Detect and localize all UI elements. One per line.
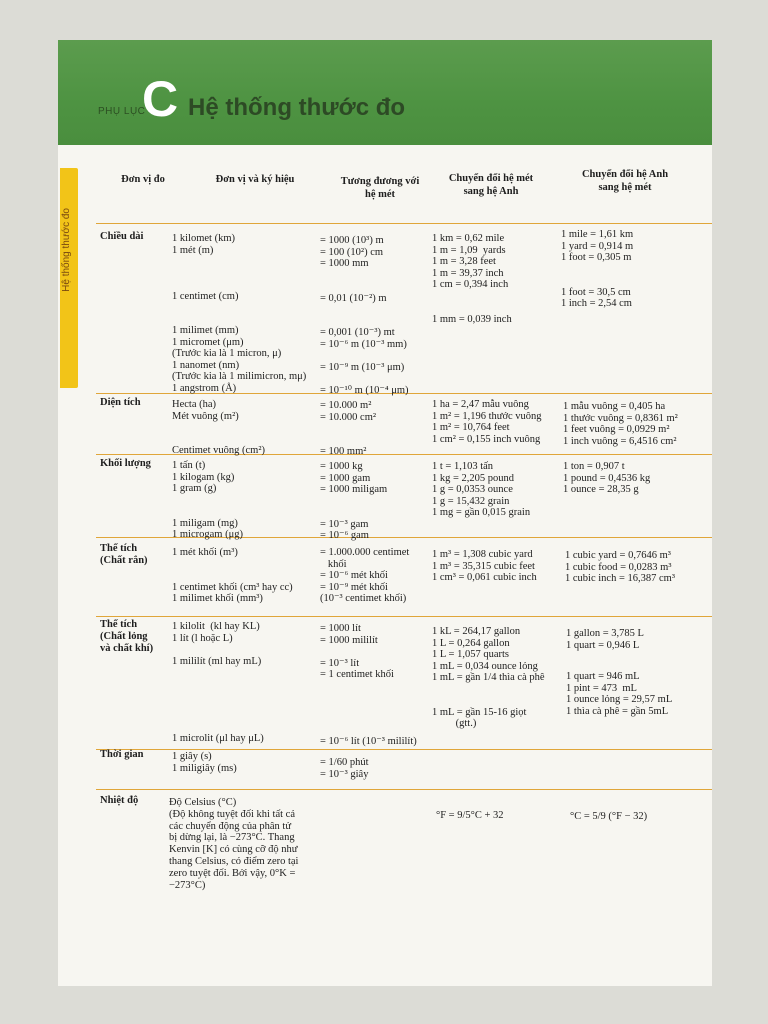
appendix-prefix: PHỤ LỤC [98,106,146,117]
to-english-mass: 1 t = 1,103 tấn 1 kg = 2,205 pound 1 g = 0,0353 ounce 1 g = 15,432 grain 1 mg = gần 0,015 grain [432,461,531,518]
to-metric-volume-liquid-ml: 1 quart = 946 mL 1 pint = 473 mL 1 ounce lỏng = 29,57 mL 1 thìa cà phê = gần 5mL [566,671,673,717]
to-metric-temperature: °C = 5/9 (°F − 32) [570,811,648,822]
units-volume-solid: 1 mét khối (m³) 1 centimet khối (cm³ hay cc) 1 milimet khối (mm³) [172,547,293,604]
units-temperature: Độ Celsius (°C) (Độ không tuyệt đối khi tất cả các chuyển động của phân tử bị dừng lại, là −273°C. Thang Kenvin [K] có cùng cỡ độ như thang Celsius, có điểm zero tại zero tuyệt đối. Bởi vậy, 0°K = −273°C) [169,797,299,891]
column-header-unit: Đơn vị đo [121,174,165,185]
category-volume-solid: Thể tích (Chất rắn) [100,543,148,566]
to-english-temperature: °F = 9/5°C + 32 [436,810,504,821]
units-area: Hecta (ha) Mét vuông (m²) Centimet vuông (cm²) [172,399,265,456]
metric-volume-liquid-microlit: = 10⁻⁶ lít (10⁻³ mililít) [320,736,417,747]
category-mass: Khối lượng [100,458,151,469]
to-metric-area: 1 mẫu vuông = 0,405 ha 1 thước vuông = 0,8361 m² 1 feet vuông = 0,0929 m² 1 inch vuông = 6,4516 cm² [563,401,678,447]
side-tab [60,168,78,388]
to-english-volume-liquid: 1 kL = 264,17 gallon 1 L = 0,264 gallon 1 L = 1,057 quarts 1 mL = 0,034 ounce lỏng 1 mL = gần 1/4 thìa cà phê 1 mL = gần 15-16 giọt (gtt.) [432,626,545,729]
appendix-letter: C [142,71,179,127]
units-mass: 1 tấn (t) 1 kilogam (kg) 1 gram (g) 1 miligam (mg) 1 microgam (μg) [172,460,243,540]
to-english-area: 1 ha = 2,47 mẫu vuông 1 m² = 1,196 thước vuông 1 m² = 10,764 feet 1 cm² = 0,155 inch vuông [432,399,542,445]
header-rule [96,223,712,224]
units-volume-liquid: 1 kilolit (kl hay KL) 1 lít (l hoặc L) 1 mililít (ml hay mL) [172,621,262,667]
to-english-length: 1 km = 0,62 mile 1 m = 1,09 yards 1 m = 3,28 feet 1 m = 39,37 inch 1 cm = 0,394 inch 1 mm = 0,039 inch [432,233,512,325]
metric-time: = 1/60 phút = 10⁻³ giây [320,757,369,780]
metric-volume-solid: = 1.000.000 centimet khối = 10⁻⁶ mét khối = 10⁻⁹ mét khối (10⁻³ centimet khối) [320,547,410,604]
to-metric-mass: 1 ton = 0,907 t 1 pound = 0,4536 kg 1 ounce = 28,35 g [563,461,651,495]
side-tab-label: Hệ thống thước đo [61,208,72,292]
to-metric-length: 1 mile = 1,61 km 1 yard = 0,914 m 1 foot = 0,305 m 1 foot = 30,5 cm 1 inch = 2,54 cm [561,229,634,309]
column-header-metric-to-english: Chuyển đổi hệ mét sang hệ Anh [448,173,534,197]
row-divider [96,616,712,617]
category-volume-liquid: Thể tích (Chất lỏng và chất khí) [100,619,154,654]
to-metric-volume-liquid-gallon: 1 gallon = 3,785 L 1 quart = 0,946 L [566,628,644,651]
page-title: Hệ thống thước đo [188,94,406,121]
category-area: Diện tích [100,397,141,408]
category-temperature: Nhiệt độ [100,795,139,806]
units-time: 1 giây (s) 1 miligiây (ms) [172,751,237,774]
column-header-metric-equivalent: Tương đương với hệ mét [340,176,420,200]
metric-area: = 10.000 m² = 10.000 cm² = 100 mm² [320,400,377,457]
row-divider [96,749,712,750]
chapter-banner [58,40,712,145]
to-english-volume-solid: 1 m³ = 1,308 cubic yard 1 m³ = 35,315 cubic feet 1 cm³ = 0,061 cubic inch [432,549,537,583]
metric-volume-liquid: = 1000 lít = 1000 mililít = 10⁻³ lít = 1 centimet khối [320,623,394,680]
metric-mass: = 1000 kg = 1000 gam = 1000 miligam = 10⁻³ gam = 10⁻⁶ gam [320,461,388,541]
column-header-unit-symbol: Đơn vị và ký hiệu [215,174,295,185]
category-time: Thời gian [100,749,144,760]
units-volume-liquid-microlit: 1 microlit (μl hay μL) [172,733,264,744]
metric-length: = 1000 (10³) m = 100 (10²) cm = 1000 mm = 0,01 (10⁻²) m = 0,001 (10⁻³) mt = 10⁻⁶ m (10⁻³ mm) = 10⁻⁹ m (10⁻³ μm) = 10⁻¹⁰ m (10⁻⁴ μm) [320,235,409,396]
to-metric-volume-solid: 1 cubic yard = 0,7646 m³ 1 cubic food = 0,0283 m³ 1 cubic inch = 16,387 cm³ [565,550,675,584]
row-divider [96,789,712,790]
column-header-english-to-metric: Chuyển đổi hệ Anh sang hệ mét [581,169,669,193]
page [58,40,712,986]
units-length: 1 kilomet (km) 1 mét (m) 1 centimet (cm) 1 milimet (mm) 1 micromet (μm) (Trước kia là 1 micron, μ) 1 nanomet (nm) (Trước kia là 1 milimicron, mμ) 1 angstrom (Å) [172,233,307,394]
category-length: Chiều dài [100,231,144,242]
